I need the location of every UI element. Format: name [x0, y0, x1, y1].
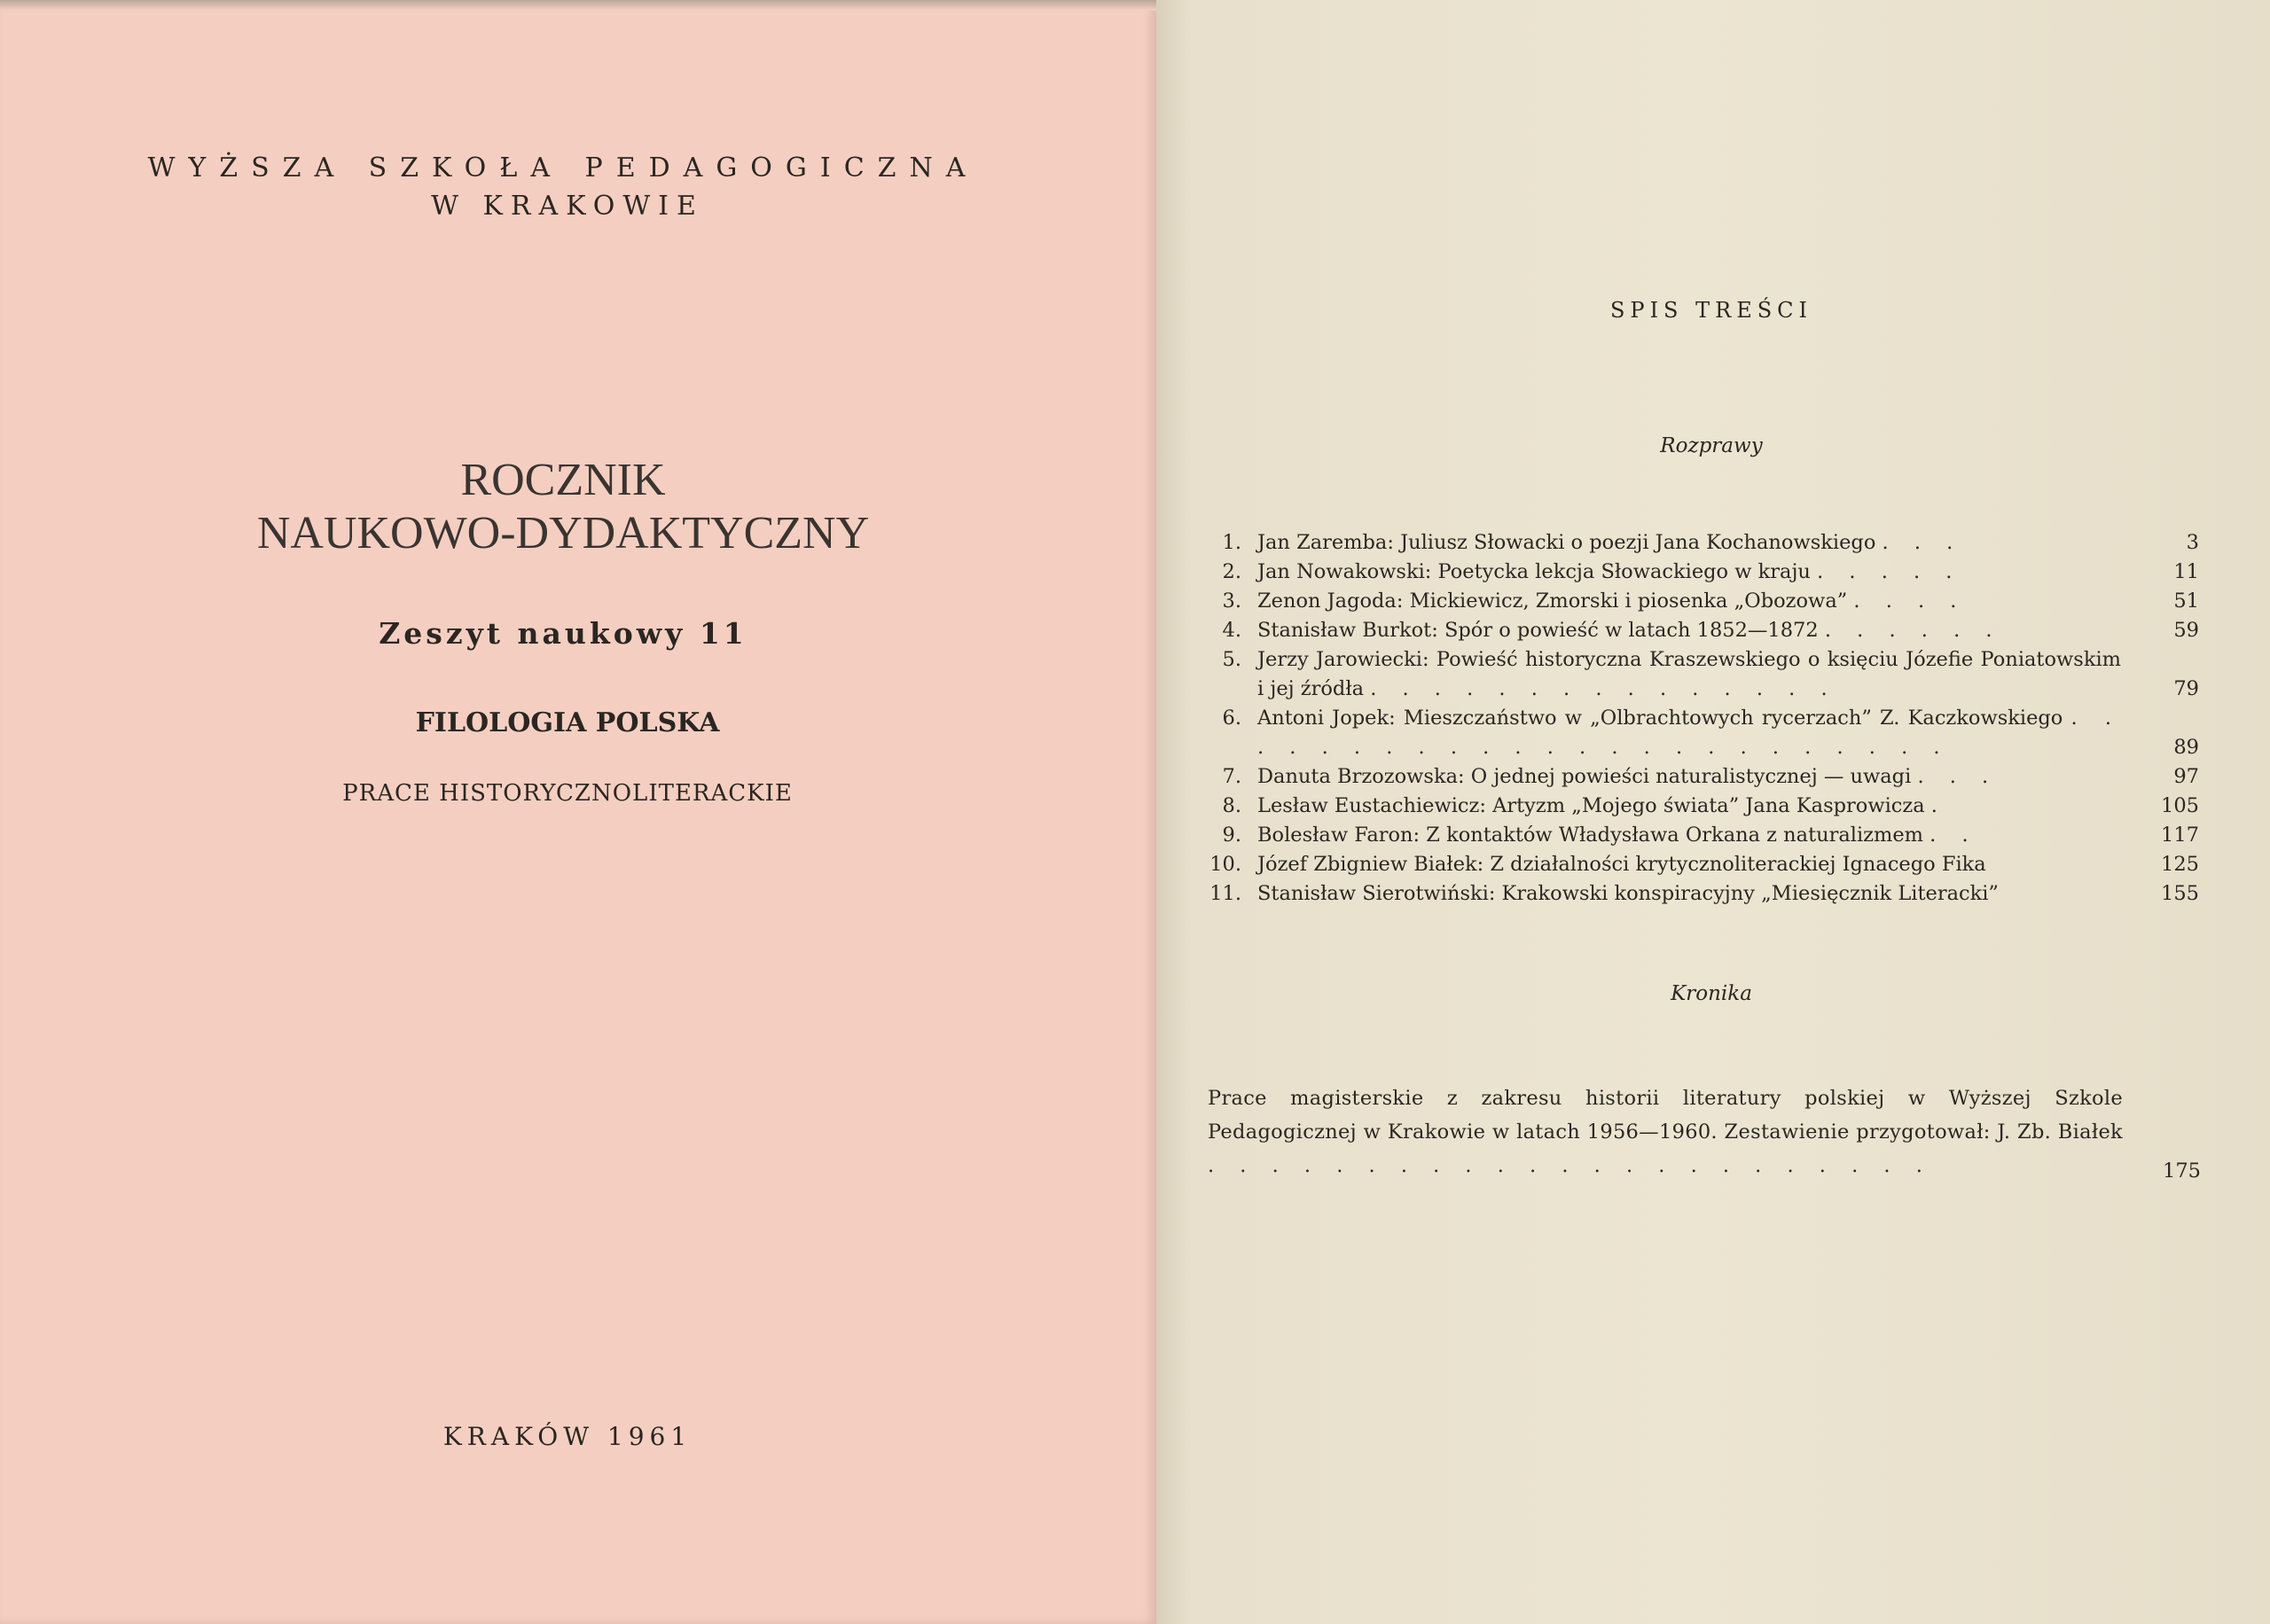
item-number: 8. [1222, 794, 1241, 817]
item-number: 10. [1209, 853, 1241, 876]
item-text [1257, 850, 2121, 879]
item-text [1257, 587, 2121, 616]
leader-dots: . . . [1882, 531, 1963, 554]
item-number: 1. [1222, 531, 1241, 554]
item-number: 9. [1222, 824, 1241, 847]
contents-item [1206, 587, 2199, 616]
section-heading-rozprawy: Rozprawy [1660, 434, 1763, 457]
item-number: 5. [1222, 648, 1241, 671]
page-number: 125 [2161, 853, 2199, 876]
item-number: 2. [1222, 560, 1241, 583]
item-number: 4. [1222, 619, 1241, 642]
page-number: 79 [2173, 677, 2199, 700]
subject-label: FILOLOGIA POLSKA [415, 707, 720, 738]
kronika-title: Prace magisterskie z zakresu historii literatury polskiej w Wyższej Szkole Pedagogicznej w Krakowie w latach 1956—1960. Zestawienie przygotował: J. Zb. Białek [1208, 1087, 2123, 1144]
item-number: 6. [1222, 707, 1241, 730]
contents-item [1206, 528, 2199, 558]
item-title: Lesław Eustachiewicz: Artyzm „Mojego świata” Jana Kasprowicza [1257, 794, 1925, 817]
kronika-entry [1208, 1081, 2201, 1183]
contents-item [1206, 821, 2199, 850]
page-number: 155 [2161, 882, 2199, 905]
item-text [1257, 616, 2121, 645]
page-number: 59 [2173, 619, 2199, 642]
page-number: 117 [2161, 824, 2199, 847]
item-title: Danuta Brzozowska: O jednej powieści naturalistycznej — uwagi [1257, 765, 1912, 788]
item-text [1257, 704, 2121, 762]
item-title: Bolesław Faron: Z kontaktów Władysława Orkana z naturalizmem [1257, 824, 1924, 847]
contents-item [1206, 879, 2199, 909]
leader-dots: . . . . [1853, 589, 1967, 613]
contents-item [1206, 645, 2199, 704]
leader-dots: . . . . . . . . . . . . . . . . . . . . . . . [1208, 1154, 1932, 1177]
item-title: Stanisław Burkot: Spór o powieść w latach 1852—1872 [1257, 619, 1819, 642]
title-line2: NAUKOWO-DYDAKTYCZNY [256, 508, 870, 558]
contents-item [1206, 704, 2199, 762]
page-number: 105 [2161, 794, 2199, 817]
item-text [1257, 792, 2121, 821]
item-number: 3. [1222, 589, 1241, 613]
page-number: 3 [2186, 531, 2199, 554]
leader-dots: . [1930, 794, 1947, 817]
item-title: Stanisław Sierotwiński: Krakowski konspiracyjny „Miesięcznik Literacki” [1257, 882, 1999, 905]
kronika-text [1208, 1081, 2123, 1183]
item-number: 7. [1222, 765, 1241, 788]
leader-dots: . . . [1917, 765, 1999, 788]
item-title: Józef Zbigniew Białek: Z działalności krytycznoliterackiej Ignacego Fika [1257, 853, 1986, 876]
leader-dots: . . . . . . . . . . . . . . . . . . . . . . . . [1257, 707, 2121, 759]
issue-label: Zeszyt naukowy 11 [379, 616, 748, 651]
item-text [1257, 558, 2121, 587]
title-line1: ROCZNIK [460, 455, 666, 505]
school-city: W KRAKOWIE [431, 191, 704, 222]
section-heading-kronika: Kronika [1671, 982, 1752, 1005]
leader-dots: . . [1930, 824, 1978, 847]
contents-item [1206, 850, 2199, 879]
contents-item [1206, 762, 2199, 792]
contents-list [1206, 528, 2199, 909]
item-number: 11. [1209, 882, 1241, 905]
item-text [1257, 528, 2121, 558]
page-number: 175 [2163, 1159, 2201, 1183]
page-number: 11 [2173, 560, 2199, 583]
item-text [1257, 821, 2121, 850]
item-text [1257, 645, 2121, 704]
leader-dots: . . . . . . . . . . . . . . . [1370, 677, 1837, 700]
item-text [1257, 879, 2121, 909]
item-title: Jan Nowakowski: Poetycka lekcja Słowackiego w kraju [1257, 560, 1811, 583]
page-edge [0, 0, 1156, 11]
item-title: Jerzy Jarowiecki: Powieść historyczna Kraszewskiego o księciu Józefie Poniatowskim i jej źródła [1257, 648, 2121, 700]
series-label: PRACE HISTORYCZNOLITERACKIE [342, 780, 793, 807]
school-name: WYŻSZA SZKOŁA PEDAGOGICZNA [147, 152, 979, 183]
page-number: 89 [2173, 736, 2199, 759]
leader-dots: . . . . . . [1824, 619, 2002, 642]
page-number: 51 [2173, 589, 2199, 613]
contents-item [1206, 616, 2199, 645]
item-title: Antoni Jopek: Mieszczaństwo w „Olbrachtowych rycerzach” Z. Kaczkowskiego [1257, 707, 2063, 730]
item-title: Jan Zaremba: Juliusz Słowacki o poezji Jana Kochanowskiego [1257, 531, 1876, 554]
contents-item [1206, 792, 2199, 821]
place-year: KRAKÓW 1961 [442, 1422, 693, 1451]
page-number: 97 [2173, 765, 2199, 788]
contents-item [1206, 558, 2199, 587]
item-text [1257, 762, 2121, 792]
item-title: Zenon Jagoda: Mickiewicz, Zmorski i piosenka „Obozowa” [1257, 589, 1848, 613]
leader-dots: . . . . . [1817, 560, 1962, 583]
contents-heading: SPIS TREŚCI [1609, 298, 1813, 323]
